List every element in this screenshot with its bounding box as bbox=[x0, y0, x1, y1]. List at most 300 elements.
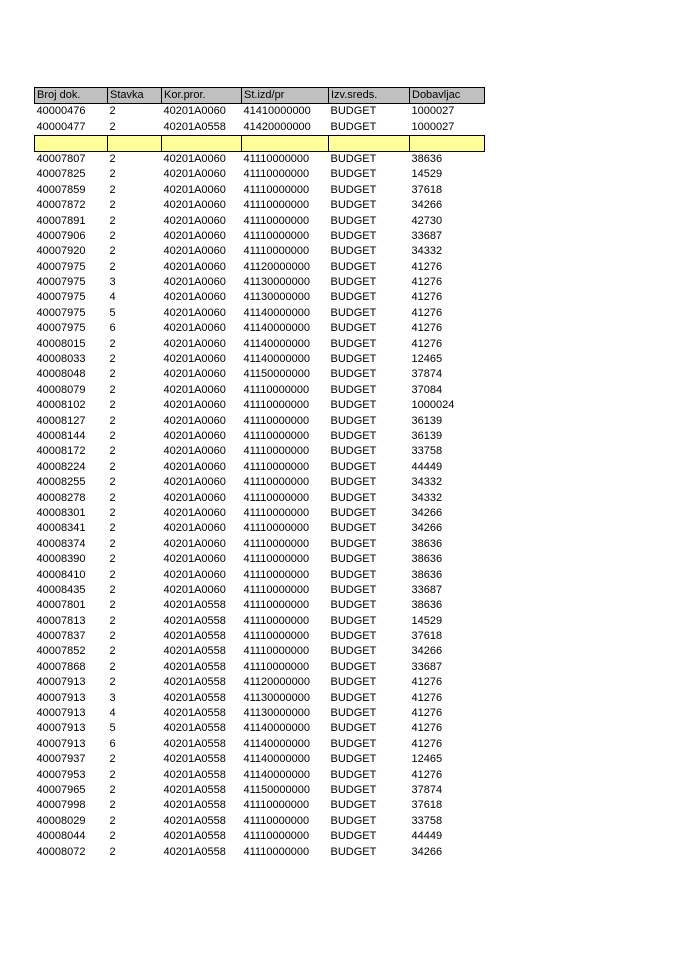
cell-izv-sreds[interactable]: BUDGET bbox=[330, 783, 377, 796]
cell-st-izd-pr[interactable]: 41150000000 bbox=[243, 783, 310, 796]
cell-dobavljac[interactable]: 38636 bbox=[411, 537, 443, 550]
cell-kor-pror[interactable]: 40201A0060 bbox=[163, 152, 226, 165]
cell-broj-dok[interactable]: 40007913 bbox=[36, 707, 86, 720]
column-header-izv-sreds[interactable]: Izv.sreds. bbox=[329, 88, 410, 104]
cell-izv-sreds[interactable]: BUDGET bbox=[330, 630, 377, 643]
cell-kor-pror[interactable]: 40201A0060 bbox=[163, 168, 226, 181]
column-header-broj-dok[interactable]: Broj dok. bbox=[35, 88, 108, 104]
cell-kor-pror[interactable]: 40201A0060 bbox=[163, 306, 226, 319]
cell-izv-sreds[interactable]: BUDGET bbox=[330, 152, 377, 165]
cell-broj-dok[interactable]: 40007801 bbox=[36, 599, 86, 612]
cell-stavka[interactable]: 2 bbox=[109, 660, 116, 673]
cell-broj-dok[interactable]: 40008255 bbox=[36, 476, 86, 489]
cell-st-izd-pr[interactable]: 41130000000 bbox=[243, 291, 310, 304]
cell-izv-sreds[interactable]: BUDGET bbox=[330, 445, 377, 458]
cell-kor-pror[interactable]: 40201A0060 bbox=[163, 245, 226, 258]
cell-stavka[interactable]: 2 bbox=[109, 383, 116, 396]
cell-broj-dok[interactable]: 40007913 bbox=[36, 722, 86, 735]
cell-st-izd-pr[interactable]: 41130000000 bbox=[243, 276, 310, 289]
cell-kor-pror[interactable]: 40201A0060 bbox=[163, 537, 226, 550]
cell-st-izd-pr[interactable]: 41140000000 bbox=[243, 722, 310, 735]
cell-st-izd-pr[interactable]: 41110000000 bbox=[243, 553, 310, 566]
cell-izv-sreds[interactable]: BUDGET bbox=[330, 414, 377, 427]
cell-kor-pror[interactable]: 40201A0060 bbox=[163, 260, 226, 273]
cell-stavka[interactable]: 2 bbox=[109, 214, 116, 227]
cell-dobavljac[interactable]: 37618 bbox=[411, 799, 443, 812]
cell-izv-sreds[interactable] bbox=[329, 135, 410, 151]
cell-dobavljac[interactable]: 36139 bbox=[411, 414, 443, 427]
cell-izv-sreds[interactable]: BUDGET bbox=[330, 845, 377, 858]
cell-broj-dok[interactable]: 40007920 bbox=[36, 245, 86, 258]
cell-izv-sreds[interactable]: BUDGET bbox=[330, 322, 377, 335]
cell-izv-sreds[interactable]: BUDGET bbox=[330, 491, 377, 504]
cell-izv-sreds[interactable]: BUDGET bbox=[330, 799, 377, 812]
cell-dobavljac[interactable]: 33758 bbox=[411, 814, 443, 827]
cell-izv-sreds[interactable]: BUDGET bbox=[330, 753, 377, 766]
column-header-st-izd-pr[interactable]: St.izd/pr bbox=[242, 88, 329, 104]
cell-st-izd-pr[interactable]: 41410000000 bbox=[243, 105, 311, 118]
cell-izv-sreds[interactable]: BUDGET bbox=[330, 830, 377, 843]
cell-broj-dok[interactable]: 40008390 bbox=[36, 553, 86, 566]
cell-broj-dok[interactable]: 40008072 bbox=[36, 845, 86, 858]
cell-broj-dok[interactable]: 40008224 bbox=[36, 460, 86, 473]
cell-kor-pror[interactable]: 40201A0060 bbox=[163, 522, 226, 535]
cell-izv-sreds[interactable]: BUDGET bbox=[330, 353, 377, 366]
cell-kor-pror[interactable]: 40201A0060 bbox=[163, 568, 226, 581]
cell-broj-dok[interactable]: 40007913 bbox=[36, 691, 86, 704]
cell-izv-sreds[interactable]: BUDGET bbox=[330, 168, 377, 181]
cell-dobavljac[interactable]: 1000027 bbox=[411, 105, 455, 118]
cell-kor-pror[interactable]: 40201A0060 bbox=[163, 414, 226, 427]
cell-stavka[interactable]: 2 bbox=[109, 768, 116, 781]
cell-izv-sreds[interactable]: BUDGET bbox=[330, 614, 377, 627]
cell-broj-dok[interactable]: 40008015 bbox=[36, 337, 86, 350]
cell-stavka[interactable]: 5 bbox=[109, 306, 116, 319]
cell-st-izd-pr[interactable]: 41140000000 bbox=[243, 337, 310, 350]
cell-kor-pror[interactable]: 40201A0558 bbox=[163, 799, 226, 812]
cell-kor-pror[interactable]: 40201A0060 bbox=[163, 322, 226, 335]
cell-kor-pror[interactable]: 40201A0060 bbox=[163, 214, 226, 227]
cell-izv-sreds[interactable]: BUDGET bbox=[330, 120, 377, 133]
cell-izv-sreds[interactable]: BUDGET bbox=[330, 368, 377, 381]
cell-broj-dok[interactable]: 40007953 bbox=[36, 768, 86, 781]
cell-broj-dok[interactable] bbox=[35, 135, 108, 151]
cell-izv-sreds[interactable]: BUDGET bbox=[330, 183, 377, 196]
cell-kor-pror[interactable]: 40201A0558 bbox=[163, 120, 226, 133]
cell-stavka[interactable]: 3 bbox=[109, 691, 116, 704]
cell-broj-dok[interactable]: 40008048 bbox=[36, 368, 86, 381]
cell-st-izd-pr[interactable]: 41140000000 bbox=[243, 753, 310, 766]
cell-kor-pror[interactable]: 40201A0558 bbox=[163, 660, 226, 673]
cell-dobavljac[interactable]: 34332 bbox=[411, 491, 443, 504]
cell-dobavljac[interactable]: 41276 bbox=[411, 276, 443, 289]
cell-izv-sreds[interactable]: BUDGET bbox=[330, 568, 377, 581]
cell-broj-dok[interactable]: 40008144 bbox=[36, 430, 86, 442]
cell-izv-sreds[interactable]: BUDGET bbox=[330, 522, 377, 535]
cell-stavka[interactable]: 2 bbox=[109, 476, 116, 489]
cell-izv-sreds[interactable]: BUDGET bbox=[330, 660, 377, 673]
cell-izv-sreds[interactable]: BUDGET bbox=[330, 722, 377, 735]
cell-kor-pror[interactable]: 40201A0060 bbox=[163, 553, 226, 566]
cell-kor-pror[interactable]: 40201A0060 bbox=[163, 460, 226, 473]
cell-stavka[interactable]: 2 bbox=[109, 260, 116, 273]
cell-dobavljac[interactable]: 42730 bbox=[411, 214, 443, 227]
cell-broj-dok[interactable]: 40007891 bbox=[36, 214, 86, 227]
cell-st-izd-pr[interactable]: 41120000000 bbox=[243, 260, 310, 273]
cell-broj-dok[interactable]: 40008301 bbox=[36, 506, 86, 519]
cell-dobavljac[interactable]: 37618 bbox=[411, 183, 443, 196]
cell-stavka[interactable]: 2 bbox=[109, 460, 116, 473]
cell-dobavljac[interactable]: 14529 bbox=[411, 614, 443, 627]
cell-stavka[interactable]: 2 bbox=[109, 414, 116, 427]
cell-stavka[interactable]: 4 bbox=[109, 707, 116, 720]
cell-st-izd-pr[interactable]: 41110000000 bbox=[243, 645, 310, 658]
cell-izv-sreds[interactable]: BUDGET bbox=[330, 768, 377, 781]
cell-izv-sreds[interactable]: BUDGET bbox=[330, 245, 377, 258]
column-header-dobavljac[interactable]: Dobavljac bbox=[410, 88, 485, 104]
cell-st-izd-pr[interactable]: 41110000000 bbox=[243, 522, 310, 535]
cell-izv-sreds[interactable]: BUDGET bbox=[330, 691, 377, 704]
cell-st-izd-pr[interactable]: 41110000000 bbox=[243, 445, 310, 458]
cell-st-izd-pr[interactable]: 41110000000 bbox=[243, 460, 310, 473]
cell-broj-dok[interactable]: 40007937 bbox=[36, 753, 86, 766]
cell-st-izd-pr[interactable]: 41110000000 bbox=[243, 599, 310, 612]
cell-stavka[interactable]: 2 bbox=[109, 245, 116, 258]
cell-st-izd-pr[interactable]: 41110000000 bbox=[243, 614, 310, 627]
cell-kor-pror[interactable]: 40201A0060 bbox=[163, 368, 226, 381]
cell-kor-pror[interactable]: 40201A0558 bbox=[163, 645, 226, 658]
cell-izv-sreds[interactable]: BUDGET bbox=[330, 599, 377, 612]
cell-dobavljac[interactable] bbox=[410, 135, 485, 151]
cell-kor-pror[interactable]: 40201A0060 bbox=[163, 199, 226, 212]
cell-dobavljac[interactable]: 33687 bbox=[411, 229, 443, 242]
cell-stavka[interactable]: 2 bbox=[109, 630, 116, 643]
cell-kor-pror[interactable]: 40201A0060 bbox=[163, 399, 226, 412]
cell-stavka[interactable]: 2 bbox=[109, 614, 116, 627]
cell-dobavljac[interactable]: 12465 bbox=[411, 353, 443, 366]
cell-stavka[interactable]: 2 bbox=[109, 522, 116, 535]
cell-izv-sreds[interactable]: BUDGET bbox=[330, 214, 377, 227]
cell-broj-dok[interactable]: 40008374 bbox=[36, 537, 86, 550]
cell-kor-pror[interactable]: 40201A0060 bbox=[163, 445, 226, 458]
cell-dobavljac[interactable]: 36139 bbox=[411, 430, 443, 442]
cell-kor-pror[interactable]: 40201A0060 bbox=[163, 430, 226, 442]
cell-izv-sreds[interactable]: BUDGET bbox=[330, 553, 377, 566]
cell-kor-pror[interactable]: 40201A0060 bbox=[163, 583, 226, 596]
cell-izv-sreds[interactable]: BUDGET bbox=[330, 707, 377, 720]
cell-kor-pror[interactable]: 40201A0558 bbox=[163, 707, 226, 720]
cell-stavka[interactable]: 4 bbox=[109, 291, 116, 304]
cell-stavka[interactable]: 2 bbox=[109, 753, 116, 766]
cell-dobavljac[interactable]: 41276 bbox=[411, 322, 443, 335]
cell-broj-dok[interactable]: 40007868 bbox=[36, 660, 86, 673]
cell-broj-dok[interactable]: 40007965 bbox=[36, 783, 86, 796]
cell-izv-sreds[interactable]: BUDGET bbox=[330, 399, 377, 412]
cell-st-izd-pr[interactable]: 41110000000 bbox=[243, 660, 310, 673]
cell-st-izd-pr[interactable]: 41110000000 bbox=[243, 583, 310, 596]
cell-st-izd-pr[interactable]: 41110000000 bbox=[243, 506, 310, 519]
cell-broj-dok[interactable]: 40007975 bbox=[36, 276, 86, 289]
cell-broj-dok[interactable]: 40007837 bbox=[36, 630, 86, 643]
cell-stavka[interactable]: 2 bbox=[109, 337, 116, 350]
cell-stavka[interactable]: 2 bbox=[109, 845, 116, 858]
cell-kor-pror[interactable]: 40201A0558 bbox=[163, 845, 226, 858]
cell-kor-pror[interactable]: 40201A0060 bbox=[163, 353, 226, 366]
cell-dobavljac[interactable]: 41276 bbox=[411, 260, 443, 273]
cell-st-izd-pr[interactable]: 41110000000 bbox=[243, 399, 310, 412]
cell-dobavljac[interactable]: 34266 bbox=[411, 522, 443, 535]
cell-kor-pror[interactable]: 40201A0558 bbox=[163, 614, 226, 627]
cell-st-izd-pr[interactable]: 41140000000 bbox=[243, 737, 310, 750]
cell-dobavljac[interactable]: 34266 bbox=[411, 845, 443, 858]
cell-izv-sreds[interactable]: BUDGET bbox=[330, 537, 377, 550]
cell-broj-dok[interactable]: 40008102 bbox=[36, 399, 86, 412]
cell-st-izd-pr[interactable]: 41130000000 bbox=[243, 691, 310, 704]
cell-izv-sreds[interactable]: BUDGET bbox=[330, 814, 377, 827]
cell-dobavljac[interactable]: 34332 bbox=[411, 476, 443, 489]
cell-st-izd-pr[interactable]: 41140000000 bbox=[243, 306, 310, 319]
cell-dobavljac[interactable]: 41276 bbox=[411, 707, 443, 720]
cell-kor-pror[interactable]: 40201A0558 bbox=[163, 830, 226, 843]
cell-stavka[interactable]: 2 bbox=[109, 430, 116, 442]
cell-broj-dok[interactable]: 40008341 bbox=[36, 522, 86, 535]
cell-st-izd-pr[interactable]: 41110000000 bbox=[243, 168, 310, 181]
cell-kor-pror[interactable]: 40201A0060 bbox=[163, 229, 226, 242]
cell-kor-pror[interactable]: 40201A0558 bbox=[163, 676, 226, 689]
cell-st-izd-pr[interactable]: 41110000000 bbox=[243, 245, 310, 258]
cell-st-izd-pr[interactable]: 41110000000 bbox=[243, 383, 310, 396]
cell-broj-dok[interactable]: 40000476 bbox=[36, 105, 86, 118]
cell-st-izd-pr[interactable]: 41110000000 bbox=[243, 799, 310, 812]
cell-stavka[interactable]: 6 bbox=[109, 322, 116, 335]
cell-kor-pror[interactable]: 40201A0558 bbox=[163, 630, 226, 643]
cell-dobavljac[interactable]: 41276 bbox=[411, 691, 443, 704]
cell-dobavljac[interactable]: 44449 bbox=[411, 460, 443, 473]
cell-kor-pror[interactable]: 40201A0060 bbox=[163, 105, 226, 118]
cell-stavka[interactable]: 2 bbox=[109, 537, 116, 550]
cell-kor-pror[interactable]: 40201A0558 bbox=[163, 722, 226, 735]
cell-dobavljac[interactable]: 37618 bbox=[411, 630, 443, 643]
cell-stavka[interactable]: 6 bbox=[109, 737, 116, 750]
cell-stavka[interactable]: 2 bbox=[109, 152, 116, 165]
cell-izv-sreds[interactable]: BUDGET bbox=[330, 291, 377, 304]
cell-dobavljac[interactable]: 44449 bbox=[411, 830, 443, 843]
cell-dobavljac[interactable]: 37874 bbox=[411, 783, 443, 796]
cell-broj-dok[interactable]: 40007975 bbox=[36, 322, 86, 335]
column-header-kor-pror[interactable]: Kor.pror. bbox=[162, 88, 242, 104]
cell-dobavljac[interactable]: 12465 bbox=[411, 753, 443, 766]
cell-stavka[interactable]: 2 bbox=[109, 199, 116, 212]
cell-dobavljac[interactable]: 14529 bbox=[411, 168, 443, 181]
cell-stavka[interactable]: 2 bbox=[109, 120, 116, 133]
cell-dobavljac[interactable]: 41276 bbox=[411, 768, 443, 781]
cell-st-izd-pr[interactable]: 41110000000 bbox=[243, 214, 310, 227]
cell-stavka[interactable]: 2 bbox=[109, 399, 116, 412]
cell-kor-pror[interactable]: 40201A0558 bbox=[163, 814, 226, 827]
cell-dobavljac[interactable]: 33758 bbox=[411, 445, 443, 458]
cell-kor-pror[interactable]: 40201A0558 bbox=[163, 783, 226, 796]
cell-stavka[interactable]: 2 bbox=[109, 168, 116, 181]
cell-stavka[interactable]: 2 bbox=[109, 830, 116, 843]
cell-stavka[interactable]: 2 bbox=[109, 645, 116, 658]
cell-kor-pror[interactable] bbox=[162, 135, 242, 151]
cell-broj-dok[interactable]: 40007913 bbox=[36, 737, 86, 750]
cell-dobavljac[interactable]: 37874 bbox=[411, 368, 443, 381]
cell-kor-pror[interactable]: 40201A0558 bbox=[163, 691, 226, 704]
cell-izv-sreds[interactable]: BUDGET bbox=[330, 430, 377, 442]
cell-st-izd-pr[interactable]: 41140000000 bbox=[243, 322, 310, 335]
cell-broj-dok[interactable]: 40007906 bbox=[36, 229, 86, 242]
cell-dobavljac[interactable]: 41276 bbox=[411, 722, 443, 735]
cell-stavka[interactable]: 2 bbox=[109, 353, 116, 366]
cell-izv-sreds[interactable]: BUDGET bbox=[330, 476, 377, 489]
cell-kor-pror[interactable]: 40201A0060 bbox=[163, 476, 226, 489]
cell-izv-sreds[interactable]: BUDGET bbox=[330, 306, 377, 319]
cell-st-izd-pr[interactable]: 41110000000 bbox=[243, 476, 310, 489]
cell-kor-pror[interactable]: 40201A0558 bbox=[163, 753, 226, 766]
cell-izv-sreds[interactable]: BUDGET bbox=[330, 583, 377, 596]
cell-dobavljac[interactable]: 41276 bbox=[411, 737, 443, 750]
cell-st-izd-pr[interactable]: 41110000000 bbox=[243, 491, 310, 504]
cell-izv-sreds[interactable]: BUDGET bbox=[330, 337, 377, 350]
cell-stavka[interactable]: 3 bbox=[109, 276, 116, 289]
cell-broj-dok[interactable]: 40007975 bbox=[36, 306, 86, 319]
cell-izv-sreds[interactable]: BUDGET bbox=[330, 460, 377, 473]
cell-st-izd-pr[interactable]: 41110000000 bbox=[243, 430, 310, 442]
cell-stavka[interactable]: 2 bbox=[109, 506, 116, 519]
cell-broj-dok[interactable]: 40007852 bbox=[36, 645, 86, 658]
cell-broj-dok[interactable]: 40007975 bbox=[36, 260, 86, 273]
cell-st-izd-pr[interactable] bbox=[242, 135, 329, 151]
cell-st-izd-pr[interactable]: 41140000000 bbox=[243, 768, 310, 781]
cell-stavka[interactable]: 5 bbox=[109, 722, 116, 735]
cell-st-izd-pr[interactable]: 41110000000 bbox=[243, 814, 310, 827]
cell-stavka[interactable]: 2 bbox=[109, 229, 116, 242]
cell-st-izd-pr[interactable]: 41110000000 bbox=[243, 199, 310, 212]
cell-broj-dok[interactable]: 40008079 bbox=[36, 383, 86, 396]
cell-dobavljac[interactable]: 41276 bbox=[411, 337, 443, 350]
cell-st-izd-pr[interactable]: 41150000000 bbox=[243, 368, 310, 381]
cell-kor-pror[interactable]: 40201A0558 bbox=[163, 737, 226, 750]
cell-st-izd-pr[interactable]: 41110000000 bbox=[243, 845, 310, 858]
cell-dobavljac[interactable]: 41276 bbox=[411, 676, 443, 689]
cell-dobavljac[interactable]: 34266 bbox=[411, 199, 443, 212]
cell-broj-dok[interactable]: 40000477 bbox=[36, 120, 86, 133]
cell-dobavljac[interactable]: 33687 bbox=[411, 583, 443, 596]
cell-dobavljac[interactable]: 34266 bbox=[411, 645, 443, 658]
cell-st-izd-pr[interactable]: 41110000000 bbox=[243, 414, 310, 427]
cell-kor-pror[interactable]: 40201A0060 bbox=[163, 183, 226, 196]
cell-st-izd-pr[interactable]: 41110000000 bbox=[243, 830, 310, 843]
cell-st-izd-pr[interactable]: 41420000000 bbox=[243, 120, 311, 133]
cell-stavka[interactable]: 2 bbox=[109, 105, 116, 118]
cell-broj-dok[interactable]: 40007807 bbox=[36, 152, 86, 165]
cell-stavka[interactable]: 2 bbox=[109, 368, 116, 381]
cell-stavka[interactable]: 2 bbox=[109, 583, 116, 596]
cell-stavka[interactable]: 2 bbox=[109, 491, 116, 504]
cell-izv-sreds[interactable]: BUDGET bbox=[330, 506, 377, 519]
cell-izv-sreds[interactable]: BUDGET bbox=[330, 276, 377, 289]
cell-izv-sreds[interactable]: BUDGET bbox=[330, 645, 377, 658]
cell-stavka[interactable] bbox=[108, 135, 162, 151]
cell-izv-sreds[interactable]: BUDGET bbox=[330, 383, 377, 396]
cell-st-izd-pr[interactable]: 41110000000 bbox=[243, 229, 310, 242]
cell-izv-sreds[interactable]: BUDGET bbox=[330, 199, 377, 212]
cell-broj-dok[interactable]: 40008278 bbox=[36, 491, 86, 504]
cell-broj-dok[interactable]: 40007872 bbox=[36, 199, 86, 212]
cell-kor-pror[interactable]: 40201A0060 bbox=[163, 291, 226, 304]
cell-kor-pror[interactable]: 40201A0558 bbox=[163, 599, 226, 612]
cell-st-izd-pr[interactable]: 41120000000 bbox=[243, 676, 310, 689]
cell-st-izd-pr[interactable]: 41110000000 bbox=[243, 568, 310, 581]
cell-st-izd-pr[interactable]: 41110000000 bbox=[243, 183, 310, 196]
cell-stavka[interactable]: 2 bbox=[109, 814, 116, 827]
cell-izv-sreds[interactable]: BUDGET bbox=[330, 737, 377, 750]
cell-dobavljac[interactable]: 38636 bbox=[411, 553, 443, 566]
cell-kor-pror[interactable]: 40201A0060 bbox=[163, 276, 226, 289]
cell-dobavljac[interactable]: 41276 bbox=[411, 291, 443, 304]
cell-broj-dok[interactable]: 40008172 bbox=[36, 445, 86, 458]
cell-st-izd-pr[interactable]: 41110000000 bbox=[243, 630, 310, 643]
cell-stavka[interactable]: 2 bbox=[109, 568, 116, 581]
cell-dobavljac[interactable]: 37084 bbox=[411, 383, 443, 396]
cell-stavka[interactable]: 2 bbox=[109, 183, 116, 196]
cell-stavka[interactable]: 2 bbox=[109, 553, 116, 566]
cell-broj-dok[interactable]: 40007813 bbox=[36, 614, 86, 627]
cell-stavka[interactable]: 2 bbox=[109, 676, 116, 689]
column-header-stavka[interactable]: Stavka bbox=[108, 88, 162, 104]
cell-broj-dok[interactable]: 40008127 bbox=[36, 414, 86, 427]
cell-broj-dok[interactable]: 40008029 bbox=[36, 814, 86, 827]
cell-broj-dok[interactable]: 40007975 bbox=[36, 291, 86, 304]
cell-stavka[interactable]: 2 bbox=[109, 599, 116, 612]
cell-dobavljac[interactable]: 34266 bbox=[411, 506, 443, 519]
cell-dobavljac[interactable]: 38636 bbox=[411, 599, 443, 612]
cell-dobavljac[interactable]: 38636 bbox=[411, 152, 443, 165]
cell-st-izd-pr[interactable]: 41140000000 bbox=[243, 353, 310, 366]
cell-dobavljac[interactable]: 1000027 bbox=[411, 120, 455, 133]
cell-dobavljac[interactable]: 38636 bbox=[411, 568, 443, 581]
cell-st-izd-pr[interactable]: 41110000000 bbox=[243, 152, 310, 165]
cell-broj-dok[interactable]: 40007998 bbox=[36, 799, 86, 812]
cell-broj-dok[interactable]: 40007859 bbox=[36, 183, 86, 196]
cell-stavka[interactable]: 2 bbox=[109, 445, 116, 458]
cell-dobavljac[interactable]: 34332 bbox=[411, 245, 443, 258]
cell-stavka[interactable]: 2 bbox=[109, 783, 116, 796]
cell-izv-sreds[interactable]: BUDGET bbox=[330, 229, 377, 242]
cell-broj-dok[interactable]: 40008044 bbox=[36, 830, 86, 843]
cell-dobavljac[interactable]: 41276 bbox=[411, 306, 443, 319]
cell-broj-dok[interactable]: 40008435 bbox=[36, 583, 86, 596]
cell-st-izd-pr[interactable]: 41130000000 bbox=[243, 707, 310, 720]
cell-kor-pror[interactable]: 40201A0060 bbox=[163, 383, 226, 396]
cell-broj-dok[interactable]: 40007913 bbox=[36, 676, 86, 689]
cell-kor-pror[interactable]: 40201A0060 bbox=[163, 337, 226, 350]
cell-izv-sreds[interactable]: BUDGET bbox=[330, 105, 377, 118]
cell-broj-dok[interactable]: 40008410 bbox=[36, 568, 86, 581]
cell-izv-sreds[interactable]: BUDGET bbox=[330, 260, 377, 273]
cell-izv-sreds[interactable]: BUDGET bbox=[330, 676, 377, 689]
cell-dobavljac[interactable]: 33687 bbox=[411, 660, 443, 673]
cell-broj-dok[interactable]: 40007825 bbox=[36, 168, 86, 181]
cell-kor-pror[interactable]: 40201A0060 bbox=[163, 491, 226, 504]
cell-stavka[interactable]: 2 bbox=[109, 799, 116, 812]
cell-kor-pror[interactable]: 40201A0558 bbox=[163, 768, 226, 781]
cell-broj-dok[interactable]: 40008033 bbox=[36, 353, 86, 366]
cell-kor-pror[interactable]: 40201A0060 bbox=[163, 506, 226, 519]
cell-dobavljac[interactable]: 1000024 bbox=[411, 399, 455, 412]
cell-st-izd-pr[interactable]: 41110000000 bbox=[243, 537, 310, 550]
